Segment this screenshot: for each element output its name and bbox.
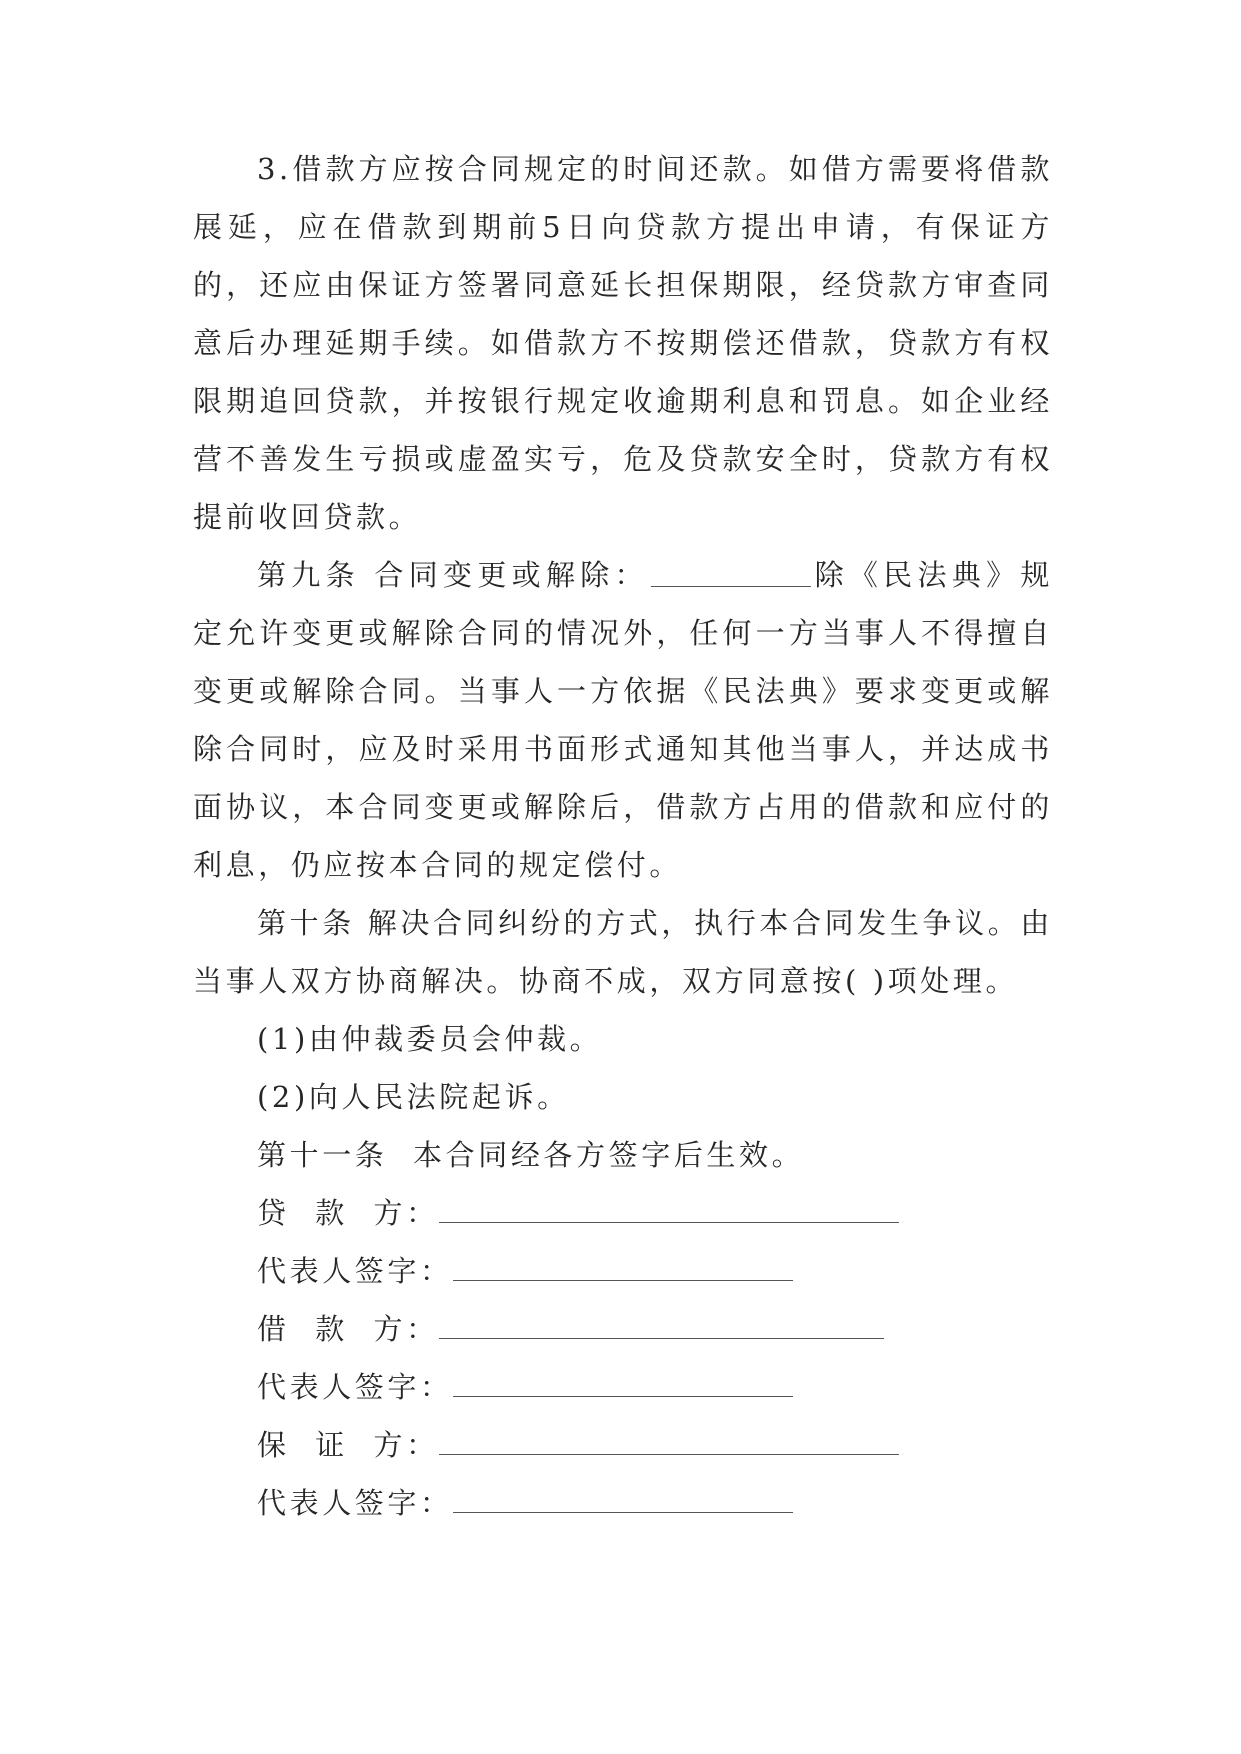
article-9-text: 除《民法典》规定允许变更或解除合同的情况外，任何一方当事人不得擅自变更或解除合同。当事人一方依据《民法典》要求变更或解除合同时，应及时采用书面形式通知其他当事人，并达成书面协议，本合同变更或解除后，借款方占用的借款和应付的利息，仍应按本合同的规定偿付。	[193, 558, 1054, 882]
signature-guarantor	[193, 1416, 1053, 1474]
signature-guarantor-rep	[193, 1474, 1053, 1532]
article-9-blank	[651, 556, 811, 587]
option-court: (2)向人民法院起诉。	[257, 1080, 570, 1114]
signature-line	[453, 1254, 793, 1281]
article-11: 第十一条 本合同经各方签字后生效。	[257, 1138, 805, 1172]
article-9-prefix: 第九条 合同变更或解除：	[257, 558, 649, 592]
option-arbitration: (1)由仲裁委员会仲裁。	[257, 1022, 603, 1056]
document-body	[193, 140, 1053, 1532]
signature-label: 借 款 方：	[257, 1312, 439, 1346]
signature-label: 贷 款 方：	[257, 1196, 439, 1230]
clause-repayment: 3.借款方应按合同规定的时间还款。如借方需要将借款展延，应在借款到期前5日向贷款方提出申请，有保证方的，还应由保证方签署同意延长担保期限，经贷款方审查同意后办理延期手续。如借款方不按期偿还借款，贷款方有权限期追回贷款，并按银行规定收逾期利息和罚息。如企业经营不善发生亏损或虚盈实亏，危及贷款安全时，贷款方有权提前收回贷款。	[193, 152, 1053, 534]
article-9	[193, 546, 1053, 894]
signature-line	[453, 1486, 793, 1513]
signature-lender-rep	[193, 1242, 1053, 1300]
signature-borrower	[193, 1300, 1053, 1358]
signature-label: 代表人签字：	[257, 1254, 453, 1288]
signature-line	[453, 1370, 793, 1397]
signature-label: 代表人签字：	[257, 1370, 453, 1404]
article-10: 第十条 解决合同纠纷的方式，执行本合同发生争议。由当事人双方协商解决。协商不成，双方同意按( )项处理。	[193, 906, 1053, 998]
signature-label: 代表人签字：	[257, 1486, 453, 1520]
signature-line	[439, 1196, 899, 1223]
signature-line	[439, 1312, 884, 1339]
signature-borrower-rep	[193, 1358, 1053, 1416]
signature-label: 保 证 方：	[257, 1428, 439, 1462]
signature-lender	[193, 1184, 1053, 1242]
signature-line	[439, 1428, 899, 1455]
